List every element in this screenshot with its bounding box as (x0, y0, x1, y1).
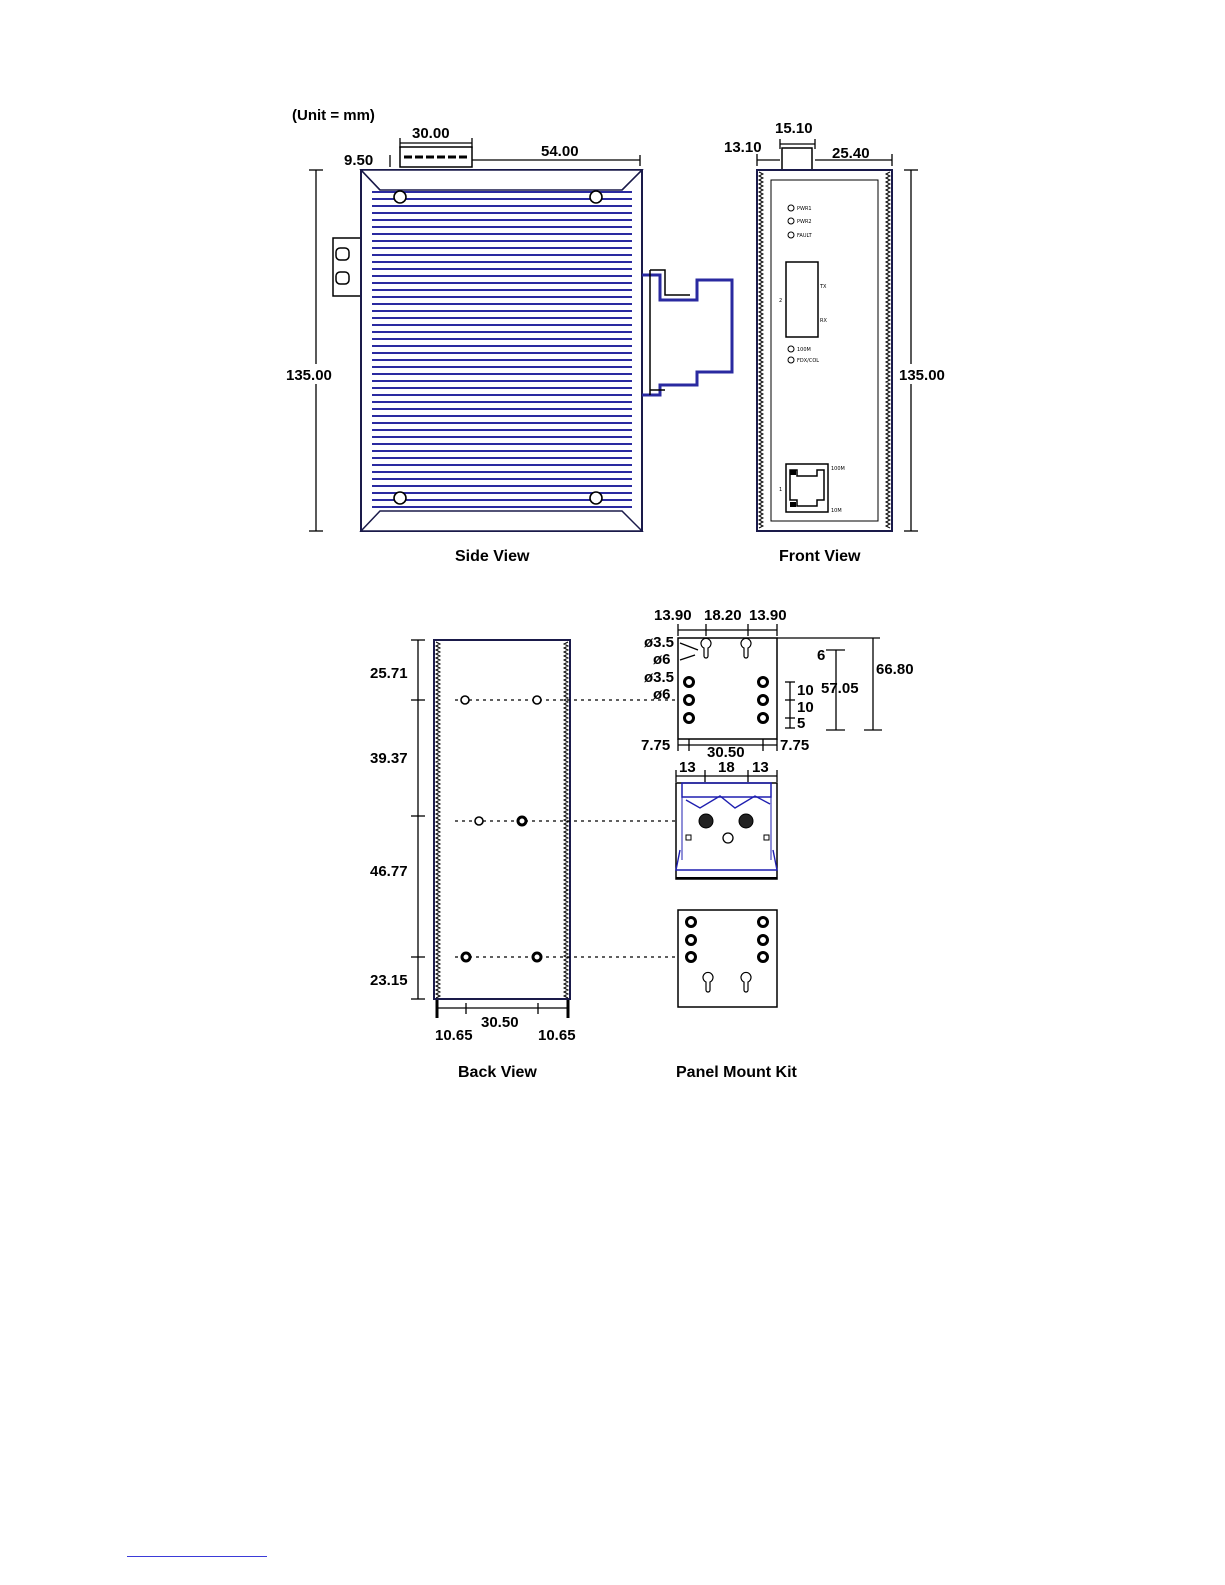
rj45-port-number: 1 (779, 487, 783, 493)
kit-dim-hole-dia: ø3.5 (644, 669, 675, 686)
din-rail-bracket (676, 783, 777, 879)
side-dim-top-gap: 9.50 (344, 152, 374, 169)
led-label-fault: FAULT (797, 233, 812, 239)
rj45-speed-b: 10M (831, 508, 842, 514)
kit-dim-top-mid: 18.20 (704, 607, 742, 624)
side-terminal-block (333, 238, 361, 296)
mount-hole (475, 817, 483, 825)
side-dim-height: 135.00 (286, 367, 332, 384)
side-view-caption: Side View (455, 548, 530, 565)
led-label-pwr1: PWR1 (797, 206, 812, 212)
kit-dim-hole-head: ø6 (653, 686, 671, 703)
mount-hole (685, 714, 694, 723)
led-icon (788, 357, 794, 363)
mount-hole (764, 835, 769, 840)
led-icon (788, 346, 794, 352)
side-din-clip (642, 270, 732, 395)
mount-hole (759, 918, 768, 927)
side-dim-rail-offset: 54.00 (541, 143, 579, 160)
front-dim-connector: 15.10 (775, 120, 813, 137)
kit-dim-rail-right: 13 (752, 759, 769, 776)
mount-hole (759, 678, 768, 687)
back-dim-left-margin: 10.65 (435, 1027, 473, 1044)
kit-dim-slot-head: ø6 (653, 651, 671, 668)
panel-mount-kit-caption: Panel Mount Kit (676, 1064, 797, 1081)
mount-hole (687, 936, 696, 945)
screw-icon (590, 492, 602, 504)
mount-hole (685, 678, 694, 687)
mount-hole (685, 696, 694, 705)
led-icon (788, 218, 794, 224)
mount-hole (686, 835, 691, 840)
back-dim-seg4: 23.15 (370, 972, 408, 989)
kit-dim-pitch-3: 5 (797, 715, 806, 732)
kit-dim-bottom-right: 7.75 (780, 737, 810, 754)
mount-hole (723, 833, 733, 843)
rj45-port (786, 464, 828, 512)
screw-icon (394, 191, 406, 203)
front-dim-left: 13.10 (724, 139, 762, 156)
rj45-speed-a: 100M (831, 466, 845, 472)
led-icon (788, 232, 794, 238)
kit-dim-rail-left: 13 (679, 759, 696, 776)
mount-hole (759, 714, 768, 723)
mount-hole (533, 953, 541, 961)
unit-label: (Unit = mm) (292, 107, 375, 124)
mount-hole (759, 936, 768, 945)
kit-dim-pitch-2: 10 (797, 699, 814, 716)
kit-dim-top-left: 13.90 (654, 607, 692, 624)
front-view-caption: Front View (779, 548, 861, 565)
back-view-caption: Back View (458, 1064, 537, 1081)
mount-hole (759, 953, 768, 962)
mount-hole (687, 953, 696, 962)
screw-icon (699, 814, 713, 828)
side-housing (361, 170, 642, 531)
fiber-rx-label: RX (820, 318, 827, 324)
screw-icon (394, 492, 406, 504)
mount-hole (533, 696, 541, 704)
back-dim-seg1: 25.71 (370, 665, 408, 682)
kit-dim-pitch-1: 10 (797, 682, 814, 699)
kit-dim-slot-dia: ø3.5 (644, 634, 675, 651)
kit-dim-rail-mid: 18 (718, 759, 735, 776)
back-housing (434, 640, 570, 999)
mount-hole (461, 696, 469, 704)
front-dim-right: 25.40 (832, 145, 870, 162)
fiber-port (786, 262, 818, 337)
back-dim-seg3: 46.77 (370, 863, 408, 880)
fiber-tx-label: TX (820, 284, 827, 290)
kit-dim-top-offset: 6 (817, 647, 826, 664)
kit-dim-hole-block: 57.05 (821, 680, 859, 697)
front-top-connector (782, 148, 812, 170)
led-label-pwr2: PWR2 (797, 219, 812, 225)
led-label-100m: 100M (797, 347, 811, 353)
fiber-port-number: 2 (779, 298, 783, 304)
back-dim-right-margin: 10.65 (538, 1027, 576, 1044)
led-icon (788, 205, 794, 211)
mount-hole (759, 696, 768, 705)
mount-hole (687, 918, 696, 927)
kit-dim-bottom-left: 7.75 (641, 737, 671, 754)
mount-hole (462, 953, 470, 961)
front-dim-height: 135.00 (899, 367, 945, 384)
led-label-fdx: FDX/COL (797, 358, 820, 364)
side-dim-top-width: 30.00 (412, 125, 450, 142)
kit-dim-overall-height: 66.80 (876, 661, 914, 678)
back-dim-hole-spacing: 30.50 (481, 1014, 519, 1031)
back-dim-seg2: 39.37 (370, 750, 408, 767)
screw-icon (739, 814, 753, 828)
screw-icon (590, 191, 602, 203)
footer-rule (127, 1556, 267, 1557)
kit-dim-bottom-mid: 30.50 (707, 744, 745, 761)
kit-dim-top-right: 13.90 (749, 607, 787, 624)
mount-hole (518, 817, 526, 825)
